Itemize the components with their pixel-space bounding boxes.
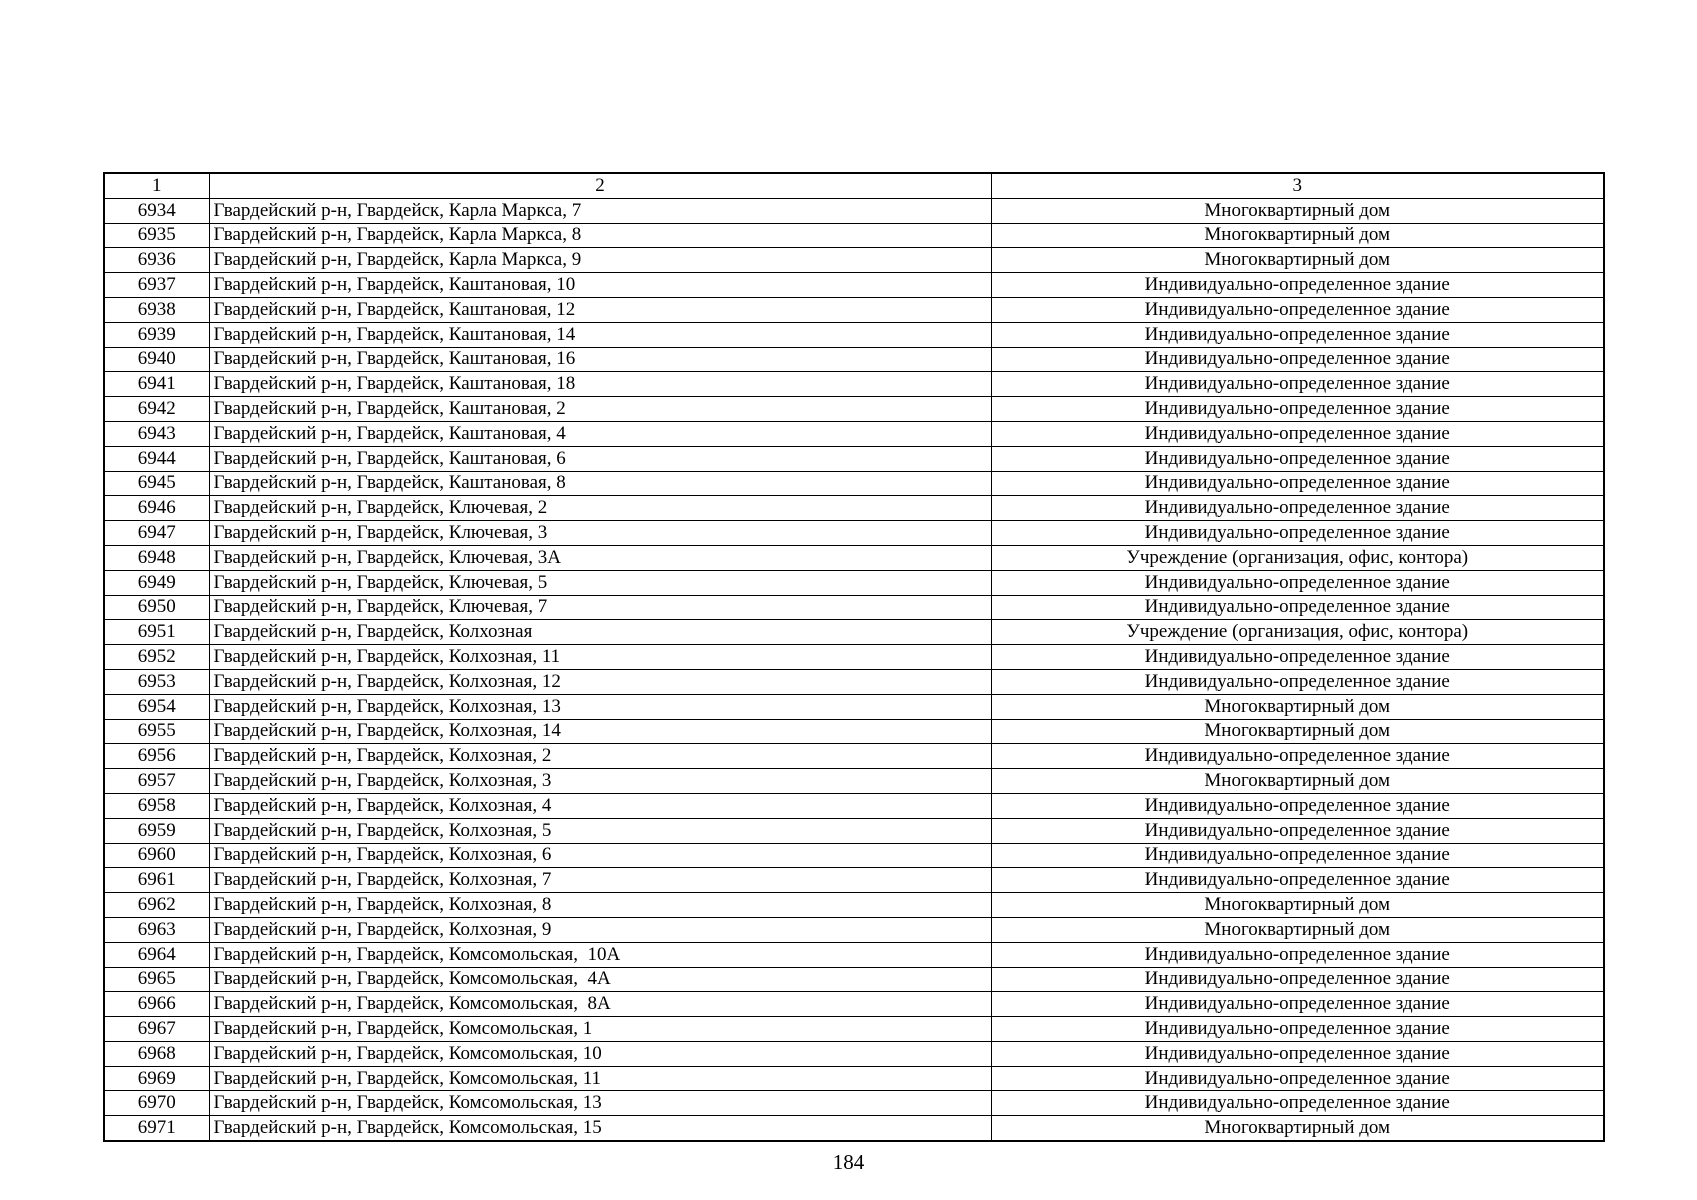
table-row: [104, 1091, 1604, 1116]
row-number: 6941: [104, 372, 209, 397]
row-address: Гвардейский р-н, Гвардейск, Ключевая, 3А: [209, 545, 991, 570]
row-address: Гвардейский р-н, Гвардейск, Комсомольская, 8А: [209, 992, 991, 1017]
row-building-type: Индивидуально-определенное здание: [991, 645, 1604, 670]
row-number: 6962: [104, 893, 209, 918]
table-row: [104, 397, 1604, 422]
row-building-type: Многоквартирный дом: [991, 917, 1604, 942]
table-row: [104, 694, 1604, 719]
row-address: Гвардейский р-н, Гвардейск, Комсомольская, 13: [209, 1091, 991, 1116]
row-number: 6967: [104, 1017, 209, 1042]
row-address: Гвардейский р-н, Гвардейск, Каштановая, 6: [209, 446, 991, 471]
row-building-type: Индивидуально-определенное здание: [991, 868, 1604, 893]
row-number: 6971: [104, 1116, 209, 1141]
row-number: 6940: [104, 347, 209, 372]
registry-table: [103, 172, 1605, 1142]
row-building-type: Индивидуально-определенное здание: [991, 793, 1604, 818]
table-row: [104, 1041, 1604, 1066]
row-address: Гвардейский р-н, Гвардейск, Колхозная, 12: [209, 669, 991, 694]
row-number: 6942: [104, 397, 209, 422]
row-building-type: Индивидуально-определенное здание: [991, 744, 1604, 769]
row-building-type: Индивидуально-определенное здание: [991, 1091, 1604, 1116]
row-address: Гвардейский р-н, Гвардейск, Карла Маркса, 9: [209, 248, 991, 273]
row-number: 6939: [104, 322, 209, 347]
row-number: 6944: [104, 446, 209, 471]
table-row: [104, 421, 1604, 446]
table-row: [104, 719, 1604, 744]
row-address: Гвардейский р-н, Гвардейск, Колхозная: [209, 620, 991, 645]
row-number: 6965: [104, 967, 209, 992]
table-row: [104, 868, 1604, 893]
table-row: [104, 818, 1604, 843]
row-address: Гвардейский р-н, Гвардейск, Каштановая, 14: [209, 322, 991, 347]
table-row: [104, 1017, 1604, 1042]
row-address: Гвардейский р-н, Гвардейск, Колхозная, 13: [209, 694, 991, 719]
row-number: 6960: [104, 843, 209, 868]
row-building-type: Индивидуально-определенное здание: [991, 570, 1604, 595]
row-address: Гвардейский р-н, Гвардейск, Колхозная, 9: [209, 917, 991, 942]
row-address: Гвардейский р-н, Гвардейск, Ключевая, 7: [209, 595, 991, 620]
row-address: Гвардейский р-н, Гвардейск, Комсомольская, 1: [209, 1017, 991, 1042]
row-address: Гвардейский р-н, Гвардейск, Колхозная, 3: [209, 769, 991, 794]
row-building-type: Индивидуально-определенное здание: [991, 297, 1604, 322]
table-row: [104, 917, 1604, 942]
row-number: 6961: [104, 868, 209, 893]
row-address: Гвардейский р-н, Гвардейск, Каштановая, 16: [209, 347, 991, 372]
row-building-type: Индивидуально-определенное здание: [991, 397, 1604, 422]
row-building-type: Индивидуально-определенное здание: [991, 1041, 1604, 1066]
row-number: 6968: [104, 1041, 209, 1066]
row-building-type: Многоквартирный дом: [991, 248, 1604, 273]
table-row: [104, 669, 1604, 694]
table-row: [104, 545, 1604, 570]
row-address: Гвардейский р-н, Гвардейск, Колхозная, 2: [209, 744, 991, 769]
row-number: 6955: [104, 719, 209, 744]
table-row: [104, 893, 1604, 918]
row-address: Гвардейский р-н, Гвардейск, Комсомольская, 10А: [209, 942, 991, 967]
row-building-type: Индивидуально-определенное здание: [991, 372, 1604, 397]
row-address: Гвардейский р-н, Гвардейск, Каштановая, 2: [209, 397, 991, 422]
row-building-type: Индивидуально-определенное здание: [991, 273, 1604, 298]
row-number: 6957: [104, 769, 209, 794]
row-address: Гвардейский р-н, Гвардейск, Колхозная, 11: [209, 645, 991, 670]
row-number: 6949: [104, 570, 209, 595]
table-row: [104, 297, 1604, 322]
row-building-type: Индивидуально-определенное здание: [991, 818, 1604, 843]
row-building-type: Индивидуально-определенное здание: [991, 843, 1604, 868]
row-address: Гвардейский р-н, Гвардейск, Ключевая, 3: [209, 521, 991, 546]
row-number: 6937: [104, 273, 209, 298]
row-number: 6938: [104, 297, 209, 322]
row-number: 6959: [104, 818, 209, 843]
row-number: 6956: [104, 744, 209, 769]
row-number: 6945: [104, 471, 209, 496]
row-number: 6966: [104, 992, 209, 1017]
row-number: 6936: [104, 248, 209, 273]
row-building-type: Индивидуально-определенное здание: [991, 669, 1604, 694]
table-row: [104, 248, 1604, 273]
row-number: 6951: [104, 620, 209, 645]
row-building-type: Индивидуально-определенное здание: [991, 521, 1604, 546]
row-number: 6943: [104, 421, 209, 446]
row-building-type: Многоквартирный дом: [991, 719, 1604, 744]
row-building-type: Индивидуально-определенное здание: [991, 421, 1604, 446]
row-address: Гвардейский р-н, Гвардейск, Колхозная, 6: [209, 843, 991, 868]
row-number: 6947: [104, 521, 209, 546]
row-number: 6952: [104, 645, 209, 670]
row-building-type: Многоквартирный дом: [991, 769, 1604, 794]
table-row: [104, 967, 1604, 992]
row-address: Гвардейский р-н, Гвардейск, Колхозная, 4: [209, 793, 991, 818]
page-number: 184: [832, 1150, 865, 1174]
header-col-1: 1: [104, 173, 209, 198]
row-number: 6953: [104, 669, 209, 694]
row-building-type: Индивидуально-определенное здание: [991, 322, 1604, 347]
row-building-type: Многоквартирный дом: [991, 223, 1604, 248]
table-row: [104, 198, 1604, 223]
table-row: [104, 843, 1604, 868]
table-row: [104, 223, 1604, 248]
table-row: [104, 793, 1604, 818]
table-row: [104, 471, 1604, 496]
table-row: [104, 521, 1604, 546]
table-row: [104, 744, 1604, 769]
row-address: Гвардейский р-н, Гвардейск, Каштановая, 4: [209, 421, 991, 446]
row-address: Гвардейский р-н, Гвардейск, Колхозная, 14: [209, 719, 991, 744]
header-col-2: 2: [209, 173, 991, 198]
row-building-type: Многоквартирный дом: [991, 198, 1604, 223]
row-number: 6963: [104, 917, 209, 942]
table-row: [104, 1116, 1604, 1141]
table-row: [104, 645, 1604, 670]
row-address: Гвардейский р-н, Гвардейск, Комсомольская, 10: [209, 1041, 991, 1066]
table-row: [104, 446, 1604, 471]
row-number: 6958: [104, 793, 209, 818]
row-address: Гвардейский р-н, Гвардейск, Колхозная, 7: [209, 868, 991, 893]
table-row: [104, 347, 1604, 372]
row-address: Гвардейский р-н, Гвардейск, Комсомольская, 4А: [209, 967, 991, 992]
row-number: 6969: [104, 1066, 209, 1091]
row-building-type: Индивидуально-определенное здание: [991, 496, 1604, 521]
row-building-type: Учреждение (организация, офис, контора): [991, 545, 1604, 570]
row-number: 6964: [104, 942, 209, 967]
row-address: Гвардейский р-н, Гвардейск, Комсомольская, 11: [209, 1066, 991, 1091]
table-body: [104, 198, 1604, 1141]
row-address: Гвардейский р-н, Гвардейск, Каштановая, 10: [209, 273, 991, 298]
table-row: [104, 942, 1604, 967]
row-number: 6950: [104, 595, 209, 620]
table-row: [104, 992, 1604, 1017]
row-building-type: Индивидуально-определенное здание: [991, 967, 1604, 992]
row-number: 6948: [104, 545, 209, 570]
row-number: 6946: [104, 496, 209, 521]
row-building-type: Индивидуально-определенное здание: [991, 942, 1604, 967]
row-address: Гвардейский р-н, Гвардейск, Колхозная, 8: [209, 893, 991, 918]
row-building-type: Индивидуально-определенное здание: [991, 471, 1604, 496]
row-building-type: Индивидуально-определенное здание: [991, 595, 1604, 620]
table-row: [104, 620, 1604, 645]
row-address: Гвардейский р-н, Гвардейск, Каштановая, 8: [209, 471, 991, 496]
row-number: 6935: [104, 223, 209, 248]
row-building-type: Индивидуально-определенное здание: [991, 1017, 1604, 1042]
row-address: Гвардейский р-н, Гвардейск, Карла Маркса, 7: [209, 198, 991, 223]
header-col-3: 3: [991, 173, 1604, 198]
row-building-type: Многоквартирный дом: [991, 694, 1604, 719]
table-header-row: [104, 173, 1604, 198]
row-number: 6934: [104, 198, 209, 223]
table-row: [104, 372, 1604, 397]
row-address: Гвардейский р-н, Гвардейск, Комсомольская, 15: [209, 1116, 991, 1141]
row-address: Гвардейский р-н, Гвардейск, Карла Маркса, 8: [209, 223, 991, 248]
row-building-type: Индивидуально-определенное здание: [991, 1066, 1604, 1091]
table-row: [104, 1066, 1604, 1091]
row-address: Гвардейский р-н, Гвардейск, Ключевая, 5: [209, 570, 991, 595]
row-building-type: Индивидуально-определенное здание: [991, 446, 1604, 471]
table-row: [104, 496, 1604, 521]
row-building-type: Индивидуально-определенное здание: [991, 347, 1604, 372]
row-building-type: Многоквартирный дом: [991, 893, 1604, 918]
row-building-type: Многоквартирный дом: [991, 1116, 1604, 1141]
row-building-type: Индивидуально-определенное здание: [991, 992, 1604, 1017]
table-row: [104, 595, 1604, 620]
row-number: 6954: [104, 694, 209, 719]
table-row: [104, 769, 1604, 794]
table-row: [104, 273, 1604, 298]
table-row: [104, 322, 1604, 347]
table-row: [104, 570, 1604, 595]
row-address: Гвардейский р-н, Гвардейск, Ключевая, 2: [209, 496, 991, 521]
row-building-type: Учреждение (организация, офис, контора): [991, 620, 1604, 645]
row-address: Гвардейский р-н, Гвардейск, Каштановая, 12: [209, 297, 991, 322]
row-address: Гвардейский р-н, Гвардейск, Колхозная, 5: [209, 818, 991, 843]
row-address: Гвардейский р-н, Гвардейск, Каштановая, 18: [209, 372, 991, 397]
row-number: 6970: [104, 1091, 209, 1116]
